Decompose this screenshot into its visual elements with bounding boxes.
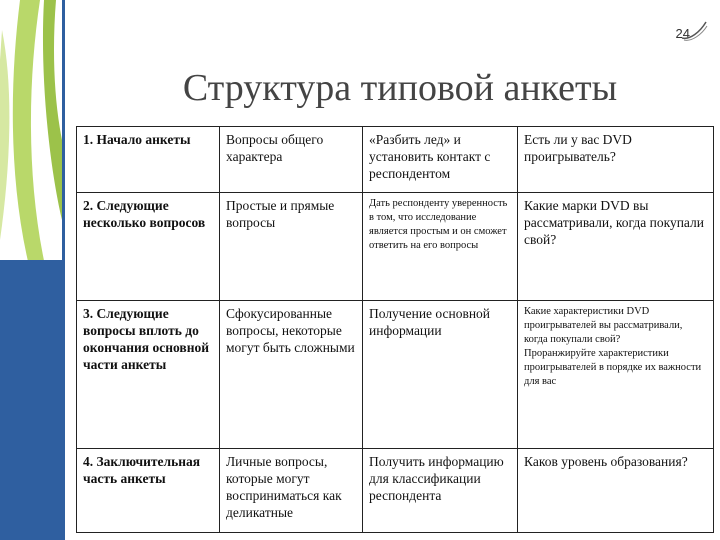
question-type-cell: Сфокусированные вопросы, некоторые могут быть сложными [220, 301, 363, 449]
page-title: Структура типовой анкеты [182, 67, 618, 109]
questionnaire-structure-table [76, 126, 714, 533]
table-row [77, 193, 714, 301]
example-question: Какие марки DVD вы рассматривали, когда покупали свой? [524, 198, 704, 247]
question-type-cell: Вопросы общего характера [220, 127, 363, 193]
leaf-decoration-icon [0, 0, 62, 270]
blue-panel [0, 260, 62, 540]
table-row [77, 301, 714, 449]
vertical-divider [62, 0, 65, 540]
stage-cell: 1. Начало анкеты [77, 127, 220, 193]
swoosh-icon [680, 20, 708, 42]
goal-cell: Получение основной информации [363, 301, 518, 449]
example-question: Каков уровень образования? [524, 454, 688, 469]
example-question: Есть ли у вас DVD проигрыватель? [524, 132, 632, 164]
stage-cell: 2. Следующие несколько вопросов [77, 193, 220, 301]
example-question: Какие характеристики DVD проигрывателей вы рассматривали, когда покупали свой? [524, 306, 683, 345]
example-cell [518, 127, 714, 193]
goal-cell: Получить информацию для классификации респондента [363, 449, 518, 533]
table-row [77, 449, 714, 533]
example-question: Проранжируйте характеристики проигрывателей в порядке их важности для вас [524, 348, 702, 387]
example-cell [518, 449, 714, 533]
question-type-cell: Простые и прямые вопросы [220, 193, 363, 301]
example-cell [518, 193, 714, 301]
page-number: 24 [675, 26, 690, 41]
goal-cell: «Разбить лед» и установить контакт с респондентом [363, 127, 518, 193]
stage-cell: 4. Заключительная часть анкеты [77, 449, 220, 533]
stage-cell: 3. Следующие вопросы вплоть до окончания основной части анкеты [77, 301, 220, 449]
example-cell [518, 301, 714, 449]
decorative-left-band [0, 0, 62, 540]
question-type-cell: Личные вопросы, которые могут восприниматься как деликатные [220, 449, 363, 533]
table-row [77, 127, 714, 193]
goal-cell: Дать респонденту уверенность в том, что исследование является простым и он сможет ответить на его вопросы [363, 193, 518, 301]
